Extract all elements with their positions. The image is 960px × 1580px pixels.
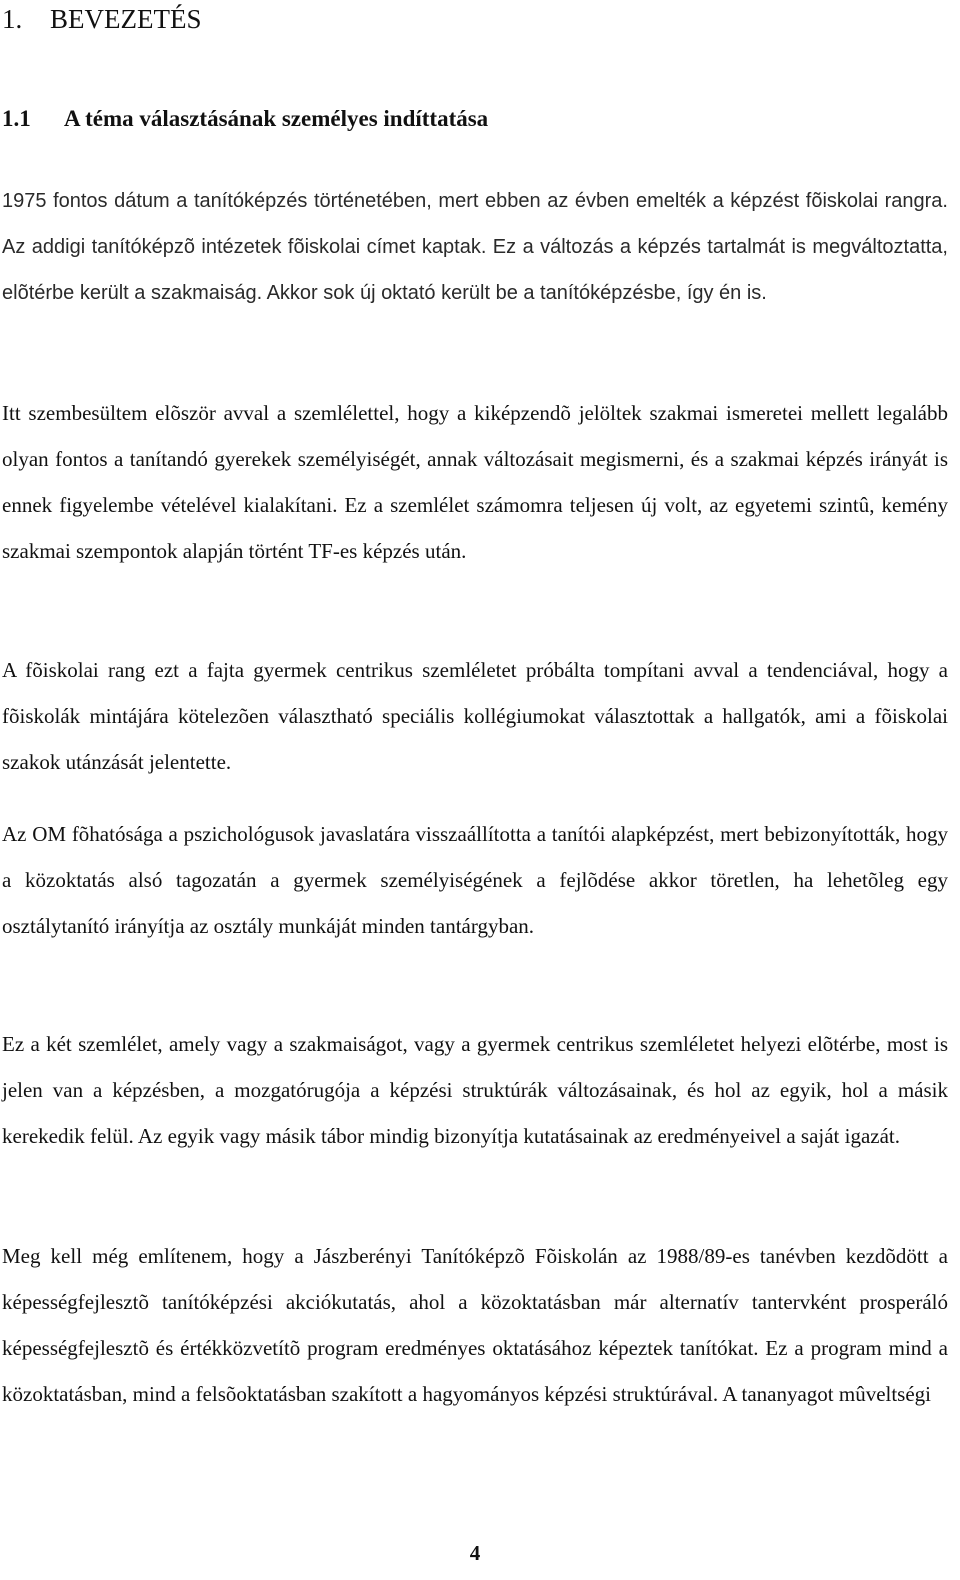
page-number: 4 [469, 1541, 481, 1565]
paragraph-6: Meg kell még említenem, hogy a Jászberényi Tanítóképzõ Fõiskolán az 1988/89-es tanévben kezdõdött a képességfejlesztõ tanítóképzési akciókutatás, ahol a közoktatásban már alternatív tantervként prosperáló képességfejlesztõ és értékközvetítõ program eredményes oktatásához képeztek tanítókat. Ez a program mind a közoktatásban, mind a felsõoktatásban szakított a hagyományos képzési struktúrával. A tananyagot mûveltségi [2, 1244, 948, 1406]
paragraph-2: Itt szembesültem elõször avval a szemlélettel, hogy a kiképzendõ jelöltek szakmai ismeretei mellett legalább olyan fontos a tanítandó gyerekek személyiségét, annak változásait megismerni, és a szakmai képzés irányát is ennek figyelembe vételével kialakítani. Ez a szemlélet számomra teljesen új volt, az egyetemi szintû, kemény szakmai szempontok alapján történt TF-es képzés után. [2, 401, 948, 563]
section-number: 1.1 [2, 106, 31, 131]
paragraph-3: A fõiskolai rang ezt a fajta gyermek centrikus szemléletet próbálta tompítani avval a tendenciával, hogy a fõiskolák mintájára kötelezõen választható speciális kollégiumokat választottak a hallgatók, ami a fõiskolai szakok utánzását jelentette. [2, 658, 948, 774]
chapter-title: BEVEZETÉS [50, 4, 202, 34]
chapter-number: 1. [2, 4, 23, 34]
section-heading [2, 103, 488, 135]
section-title: A téma választásának személyes indíttatása [64, 106, 489, 131]
paragraph-1: 1975 fontos dátum a tanítóképzés történetében, mert ebben az évben emelték a képzést fõiskolai rangra. Az addigi tanítóképzõ intézetek fõiskolai címet kaptak. Ez a változás a képzés tartalmát is megváltoztatta, elõtérbe került a szakmaiság. Akkor sok új oktató került be a tanítóképzésbe, így én is. [2, 190, 948, 304]
chapter-heading [2, 2, 201, 36]
paragraph-4: Az OM fõhatósága a pszichológusok javaslatára visszaállította a tanítói alapképzést, mert bebizonyították, hogy a közoktatás alsó tagozatán a gyermek személyiségének a fejlõdése akkor töretlen, ha lehetõleg egy osztálytanító irányítja az osztály munkáját minden tantárgyban. [2, 822, 948, 938]
paragraph-5: Ez a két szemlélet, amely vagy a szakmaiságot, vagy a gyermek centrikus szemléletet helyezi elõtérbe, most is jelen van a képzésben, a mozgatórugója a képzési struktúrák változásainak, és hol az egyik, hol a másik kerekedik felül. Az egyik vagy másik tábor mindig bizonyítja kutatásainak az eredményeivel a saját igazát. [2, 1032, 948, 1148]
